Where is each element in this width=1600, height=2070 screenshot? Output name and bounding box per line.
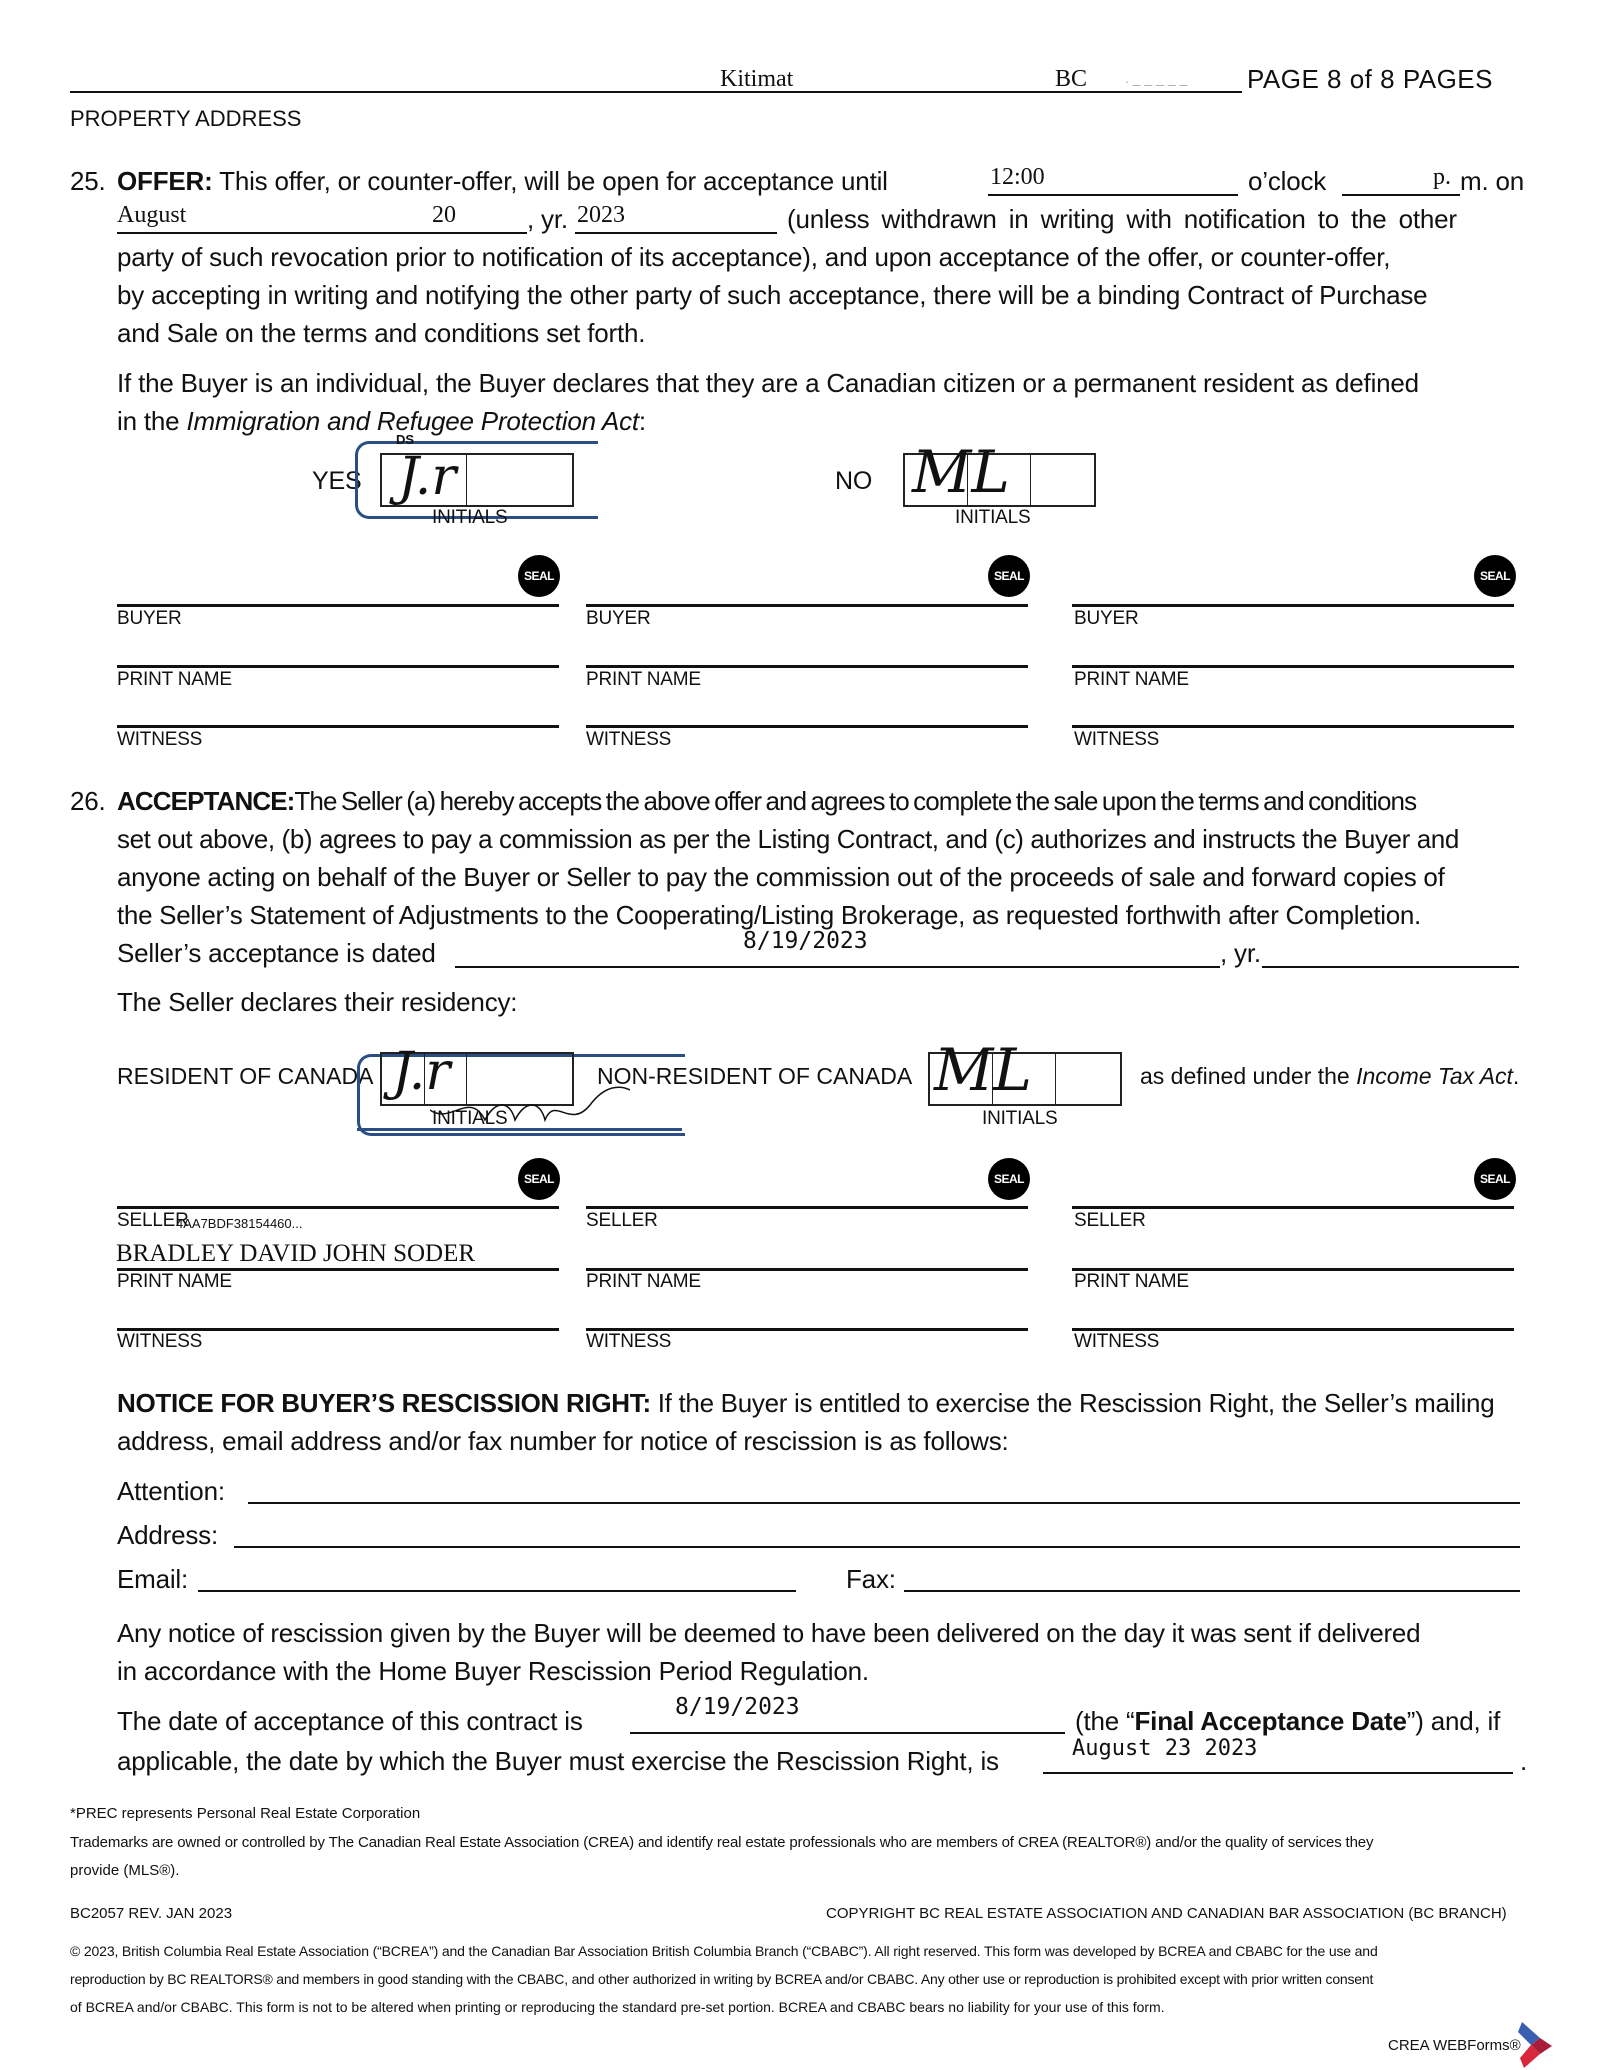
initials-cell[interactable] (467, 455, 571, 505)
rescission-line-1 (117, 1384, 1494, 1422)
offer-heading: OFFER: (117, 166, 213, 196)
address-label: Address: (117, 1520, 219, 1550)
ampm-field[interactable]: p. (1433, 164, 1451, 190)
email-field[interactable] (198, 1590, 796, 1592)
notice-line-2: in accordance with the Home Buyer Rescission Period Regulation. (117, 1656, 869, 1686)
buyer-print-name-line[interactable] (117, 665, 559, 668)
year-field[interactable]: 2023 (577, 202, 625, 228)
legal-line-3: of BCREA and/or CBABC. This form is not to be altered when printing or reproducing the standard pre-set portion. BCREA and CBABC bears no liability for your use of this form. (70, 1999, 1165, 2015)
page-number: PAGE 8 of 8 PAGES (1247, 64, 1493, 94)
buyer-witness-line[interactable] (117, 725, 559, 728)
buyer-signature-line[interactable] (117, 604, 559, 607)
seal-icon: SEAL (988, 555, 1030, 597)
buyer-witness-line[interactable] (1072, 725, 1514, 728)
attention-field[interactable] (248, 1502, 1520, 1504)
docusign-tag: DS (396, 432, 415, 447)
no-initials-signature: ML (912, 438, 1010, 506)
initials-cell[interactable] (1031, 455, 1094, 505)
crea-logo-icon (1518, 2022, 1554, 2068)
print-name-label: PRINT NAME (117, 1271, 232, 1292)
copyright-notice: COPYRIGHT BC REAL ESTATE ASSOCIATION AND CANADIAN BAR ASSOCIATION (BC BRANCH) (826, 1905, 1507, 1922)
offer-line-1-end: m. on (1460, 166, 1525, 196)
resident-initials-signature: J.r (392, 1042, 451, 1102)
seal-icon: SEAL (1474, 1158, 1516, 1200)
non-resident-initials-signature: ML (934, 1036, 1032, 1104)
seller-label: SELLER (586, 1210, 658, 1231)
seal-icon: SEAL (518, 555, 560, 597)
crea-webforms-brand: CREA WEBForms® (1388, 2037, 1521, 2054)
acceptance-date-line (630, 1732, 1065, 1734)
witness-label: WITNESS (1074, 1331, 1160, 1352)
initials-label: INITIALS (432, 1108, 508, 1129)
attention-label: Attention: (117, 1476, 225, 1506)
rescission-heading: NOTICE FOR BUYER’S RESCISSION RIGHT: (117, 1388, 651, 1418)
oclock-label: o’clock (1248, 166, 1327, 196)
section-number: 26. (70, 786, 106, 816)
offer-line-1 (117, 162, 888, 200)
final-acceptance-date-term: Final Acceptance Date (1134, 1706, 1407, 1736)
text: as defined under the (1140, 1063, 1357, 1089)
yes-initials-signature: J.r (398, 447, 457, 507)
legal-line-1: © 2023, British Columbia Real Estate Association (“BCREA”) and the Canadian Bar Association British Columbia Branch (“CBABC”). All right reserved. This form was developed by BCREA and CBABC for the use and (70, 1943, 1378, 1959)
email-label: Email: (117, 1564, 189, 1594)
final-acceptance-text (1075, 1702, 1500, 1740)
yr-label: , yr. (1220, 938, 1261, 968)
offer-line-4: by accepting in writing and notifying the other party of such acceptance, there will be a binding Contract of Purchase (117, 280, 1428, 310)
offer-text: This offer, or counter-offer, will be open for acceptance until (219, 166, 888, 196)
seller-signature-line[interactable] (117, 1206, 559, 1209)
seller-residency-text: The Seller declares their residency: (117, 987, 518, 1017)
ampm-field-line (1342, 194, 1460, 196)
initials-label: INITIALS (955, 507, 1031, 528)
dated-field-line (455, 966, 1220, 968)
fax-label: Fax: (846, 1564, 896, 1594)
non-resident-label: NON-RESIDENT OF CANADA (597, 1063, 913, 1089)
acceptance-line-4: the Seller’s Statement of Adjustments to the Cooperating/Listing Brokerage, as requested forthwith after Completion. (117, 900, 1421, 930)
city-value: Kitimat (720, 66, 794, 92)
seller-signature-line[interactable] (1072, 1206, 1514, 1209)
seller-signature-line[interactable] (586, 1206, 1028, 1209)
month-field[interactable]: August (117, 202, 187, 228)
buyer-signature-line[interactable] (586, 604, 1028, 607)
form-id: BC2057 REV. JAN 2023 (70, 1905, 233, 1922)
notice-line-1: Any notice of rescission given by the Buyer will be deemed to have been delivered on the day it was sent if delivered (117, 1618, 1421, 1648)
prec-note: *PREC represents Personal Real Estate Corporation (70, 1805, 421, 1822)
no-label: NO (835, 467, 873, 495)
exercise-label: applicable, the date by which the Buyer must exercise the Rescission Right, is (117, 1746, 999, 1776)
buyer-residency-line-1: If the Buyer is an individual, the Buyer declares that they are a Canadian citizen or a permanent resident as defined (117, 368, 1419, 398)
period: . (1520, 1746, 1528, 1776)
property-address-label: PROPERTY ADDRESS (70, 106, 302, 131)
fax-field[interactable] (904, 1590, 1520, 1592)
resident-label: RESIDENT OF CANADA (117, 1063, 374, 1089)
time-field[interactable]: 12:00 (990, 164, 1045, 190)
offer-line-3: party of such revocation prior to notification of its acceptance), and upon acceptance of the offer, or counter-offer, (117, 242, 1391, 272)
year-field-line (575, 232, 777, 234)
exercise-date-line (1043, 1772, 1513, 1774)
yr-label: , yr. (527, 204, 568, 234)
witness-label: WITNESS (117, 1331, 203, 1352)
offer-line-2-end: (unless withdrawn in writing with notification to the other (787, 204, 1457, 234)
text: . (1512, 1063, 1520, 1089)
yr-field-line[interactable] (1262, 966, 1519, 968)
print-name-label: PRINT NAME (117, 669, 232, 690)
dated-label: Seller’s acceptance is dated (117, 938, 436, 968)
initials-label: INITIALS (982, 1108, 1058, 1129)
time-field-line (988, 194, 1238, 196)
buyer-print-name-line[interactable] (1072, 665, 1514, 668)
exercise-date-field[interactable]: August 23 2023 (1072, 1736, 1258, 1761)
act-name: Income Tax Act (1356, 1063, 1513, 1089)
buyer-label: BUYER (1074, 608, 1139, 629)
seal-icon: SEAL (988, 1158, 1030, 1200)
witness-label: WITNESS (1074, 729, 1160, 750)
text: If the Buyer is entitled to exercise the Rescission Right, the Seller’s mailing (650, 1388, 1495, 1418)
text: : (638, 406, 646, 436)
text: (the “ (1075, 1706, 1135, 1736)
initials-label: INITIALS (432, 507, 508, 528)
acceptance-line-2: set out above, (b) agrees to pay a commission as per the Listing Contract, and (c) authorizes and instructs the Buyer and (117, 824, 1459, 854)
trademarks-line-1: Trademarks are owned or controlled by The Canadian Real Estate Association (CREA) and identify real estate professionals who are members of CREA (REALTOR®) and/or the quality of services they (70, 1834, 1374, 1851)
print-name-label: PRINT NAME (1074, 1271, 1189, 1292)
date-field-line (117, 232, 527, 234)
acceptance-date-field[interactable]: 8/19/2023 (675, 1694, 800, 1720)
print-name-label: PRINT NAME (586, 1271, 701, 1292)
act-name: Immigration and Refugee Protection Act (186, 406, 639, 436)
witness-label: WITNESS (586, 729, 672, 750)
legal-line-2: reproduction by BC REALTORS® and members in good standing with the CBABC, and other authorized in writing by BCREA and/or CBABC. Any other use or reproduction is prohibited except with prior written consent (70, 1971, 1374, 1987)
province-value: BC (1055, 66, 1088, 92)
seller-print-name-value[interactable]: BRADLEY DAVID JOHN SODER (116, 1240, 476, 1267)
witness-label: WITNESS (117, 729, 203, 750)
dated-field[interactable]: 8/19/2023 (743, 928, 868, 954)
section-number: 25. (70, 166, 106, 196)
postal-code-value: . _ _ _ _ _ (1125, 70, 1188, 86)
print-name-label: PRINT NAME (586, 669, 701, 690)
day-field[interactable]: 20 (432, 202, 456, 228)
acceptance-line-1 (117, 782, 1416, 820)
buyer-residency-line-2 (117, 402, 646, 440)
docusign-envelope-id: 4AA7BDF38154460... (176, 1216, 303, 1231)
acceptance-date-label: The date of acceptance of this contract is (117, 1706, 583, 1736)
acceptance-line-3: anyone acting on behalf of the Buyer or Seller to pay the commission out of the proceeds of sale and forward copies of (117, 862, 1445, 892)
buyer-witness-line[interactable] (586, 725, 1028, 728)
buyer-signature-line[interactable] (1072, 604, 1514, 607)
income-tax-act-text (1140, 1063, 1519, 1090)
acceptance-heading: ACCEPTANCE: (117, 786, 295, 816)
initials-cell[interactable] (1056, 1054, 1120, 1104)
buyer-label: BUYER (586, 608, 651, 629)
buyer-label: BUYER (117, 608, 182, 629)
text: The Seller (a) hereby accepts the above offer and agrees to complete the sale upon the terms and conditions (294, 786, 1417, 816)
address-field[interactable] (234, 1546, 1520, 1548)
buyer-print-name-line[interactable] (586, 665, 1028, 668)
text: in the (117, 406, 187, 436)
seal-icon: SEAL (518, 1158, 560, 1200)
rescission-line-2: address, email address and/or fax number for notice of rescission is as follows: (117, 1426, 1009, 1456)
trademarks-line-2: provide (MLS®). (70, 1862, 180, 1879)
seller-label: SELLER (117, 1210, 189, 1231)
seller-label: SELLER (1074, 1210, 1146, 1231)
yes-label: YES (312, 467, 362, 495)
witness-label: WITNESS (586, 1331, 672, 1352)
text: ”) and, if (1406, 1706, 1501, 1736)
seal-icon: SEAL (1474, 555, 1516, 597)
offer-line-5: and Sale on the terms and conditions set forth. (117, 318, 646, 348)
print-name-label: PRINT NAME (1074, 669, 1189, 690)
